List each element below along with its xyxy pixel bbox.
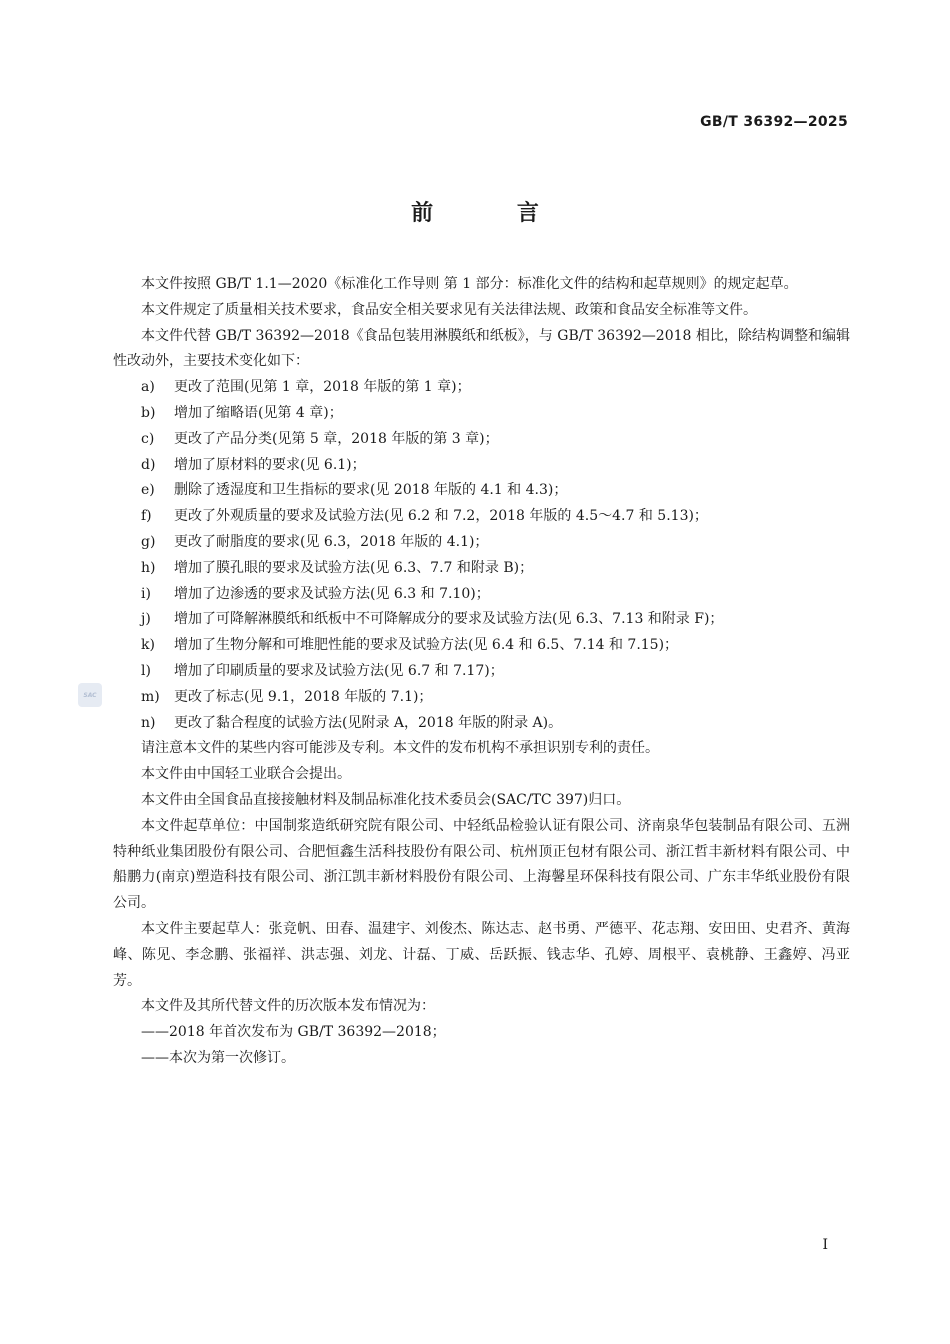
list-item-letter: l) — [141, 662, 151, 679]
list-item-text: 增加了印刷质量的要求及试验方法(见 6.7 和 7.17)； — [174, 662, 504, 679]
list-item-letter: g) — [141, 533, 156, 550]
list-item-letter: e) — [141, 482, 155, 499]
list-item-text: 更改了产品分类(见第 5 章，2018 年版的第 3 章)； — [174, 430, 499, 447]
list-item — [113, 530, 850, 556]
list-item — [113, 375, 850, 401]
list-item — [113, 582, 850, 608]
history-item: ——本次为第一次修订。 — [141, 1049, 295, 1066]
list-item-letter: m) — [141, 688, 160, 705]
list-item — [113, 607, 850, 633]
history-item: ——2018 年首次发布为 GB/T 36392—2018； — [141, 1024, 446, 1041]
list-item-letter: b) — [141, 404, 156, 421]
paragraph: 请注意本文件的某些内容可能涉及专利。本文件的发布机构不承担识别专利的责任。 — [141, 740, 659, 757]
standard-number: GB/T 36392—2025 — [700, 114, 848, 130]
list-item — [113, 427, 850, 453]
foreword-body — [113, 272, 850, 1072]
sac-watermark-logo: SAC — [78, 683, 102, 707]
list-item — [113, 401, 850, 427]
list-item-letter: n) — [141, 714, 156, 731]
paragraph: 本文件主要起草人：张竞帆、田春、温建宇、刘俊杰、陈达志、赵书勇、严德平、花志翔、安田田、史君齐、黄海峰、陈见、李念鹏、张福祥、洪志强、刘龙、计磊、丁威、岳跃振、钱志华、孔婷、周根平、袁桃静、王鑫婷、冯亚芳。 — [113, 920, 850, 989]
list-item-text: 增加了原材料的要求(见 6.1)； — [174, 456, 366, 473]
list-item-text: 增加了边渗透的要求及试验方法(见 6.3 和 7.10)； — [174, 585, 490, 602]
list-item-letter: c) — [141, 430, 155, 447]
page-number: Ⅰ — [822, 1237, 828, 1253]
list-item — [113, 453, 850, 479]
list-item-text: 增加了可降解淋膜纸和纸板中不可降解成分的要求及试验方法(见 6.3、7.13 和附录 F)； — [174, 611, 724, 628]
list-item-text: 删除了透湿度和卫生指标的要求(见 2018 年版的 4.1 和 4.3)； — [174, 482, 568, 499]
paragraph: 本文件起草单位：中国制浆造纸研究院有限公司、中轻纸品检验认证有限公司、济南泉华包装制品有限公司、五洲特种纸业集团股份有限公司、合肥恒鑫生活科技股份有限公司、杭州顶正包材有限公司、浙江哲丰新材料有限公司、中船鹏力(南京)塑造科技有限公司、浙江凯丰新材料股份有限公司、上海馨星环保科技有限公司、广东丰华纸业股份有限公司。 — [113, 817, 850, 912]
list-item — [113, 711, 850, 737]
list-item-letter: j) — [141, 611, 151, 628]
list-item-text: 更改了外观质量的要求及试验方法(见 6.2 和 7.2，2018 年版的 4.5～4.7 和 5.13)； — [174, 508, 708, 525]
list-item-text: 增加了膜孔眼的要求及试验方法(见 6.3、7.7 和附录 B)； — [174, 559, 534, 576]
list-item-text: 增加了缩略语(见第 4 章)； — [174, 404, 343, 421]
list-item-text: 更改了标志(见 9.1，2018 年版的 7.1)； — [174, 688, 433, 705]
list-item-letter: k) — [141, 637, 155, 654]
page-title: 前 言 — [411, 201, 577, 226]
list-item-letter: f) — [141, 508, 152, 525]
list-item — [113, 478, 850, 504]
change-list — [113, 375, 850, 736]
list-item — [113, 633, 850, 659]
list-item — [113, 659, 850, 685]
list-item-letter: h) — [141, 559, 156, 576]
list-item-text: 更改了耐脂度的要求(见 6.3，2018 年版的 4.1)； — [174, 533, 489, 550]
list-item — [113, 504, 850, 530]
list-item-letter: a) — [141, 379, 155, 396]
list-item-letter: i) — [141, 585, 151, 602]
list-item-text: 更改了范围(见第 1 章，2018 年版的第 1 章)； — [174, 379, 471, 396]
list-item-text: 增加了生物分解和可堆肥性能的要求及试验方法(见 6.4 和 6.5、7.14 和 7.15)； — [174, 637, 679, 654]
paragraph: 本文件由中国轻工业联合会提出。 — [141, 766, 351, 783]
paragraph: 本文件代替 GB/T 36392—2018《食品包装用淋膜纸和纸板》，与 GB/T 36392—2018 相比，除结构调整和编辑性改动外，主要技术变化如下： — [113, 327, 850, 370]
list-item — [113, 556, 850, 582]
list-item — [113, 685, 850, 711]
paragraph: 本文件规定了质量相关技术要求，食品安全相关要求见有关法律法规、政策和食品安全标准等文件。 — [141, 301, 757, 318]
list-item-letter: d) — [141, 456, 156, 473]
list-item-text: 更改了黏合程度的试验方法(见附录 A，2018 年版的附录 A)。 — [174, 714, 563, 731]
paragraph: 本文件由全国食品直接接触材料及制品标准化技术委员会(SAC/TC 397)归口。 — [141, 791, 631, 808]
paragraph: 本文件及其所代替文件的历次版本发布情况为： — [141, 998, 435, 1015]
paragraph: 本文件按照 GB/T 1.1—2020《标准化工作导则 第 1 部分：标准化文件的结构和起草规则》的规定起草。 — [141, 276, 798, 292]
